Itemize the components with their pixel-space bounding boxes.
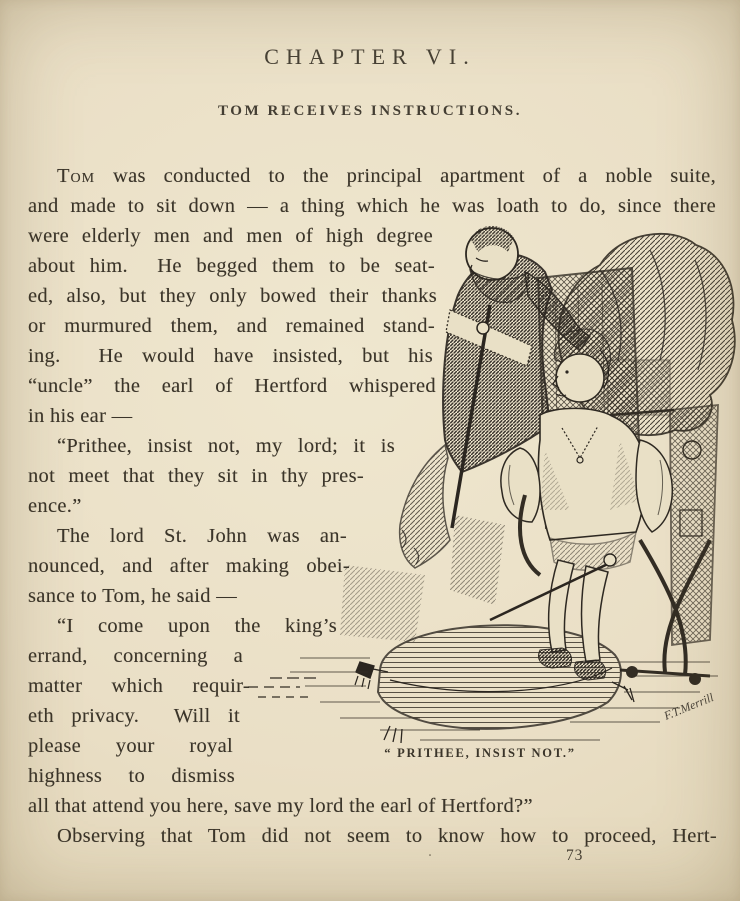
text-line: and made to sit down — a thing which he was loath to do, since there: [28, 195, 716, 217]
text-line: Observing that Tom did not seem to know how to proceed, Hert-: [57, 825, 717, 847]
text-line: matter which requir-: [28, 675, 250, 697]
text-line: ed, also, but they only bowed their thanks: [28, 285, 437, 307]
text-line: sance to Tom, he said —: [28, 585, 238, 607]
text-line: about him. He begged them to be seat-: [28, 255, 435, 277]
chapter-heading: CHAPTER VI.: [264, 44, 476, 69]
text-line: were elderly men and men of high degree: [28, 225, 433, 247]
text-line: “uncle” the earl of Hertford whispered: [28, 375, 436, 397]
text-line: eth privacy. Will it: [28, 705, 240, 727]
text-line: or murmured them, and remained stand-: [28, 315, 435, 337]
shadow-under-chair: [450, 515, 505, 605]
text-line: all that attend you here, save my lord the earl of Hertford?”: [28, 795, 533, 817]
book-illustration: [240, 210, 740, 755]
floor-shadow: [340, 565, 425, 642]
artist-signature: F.T.Merrill: [661, 690, 716, 723]
text-line: errand, concerning a: [28, 645, 243, 667]
text-line: please your royal: [28, 735, 233, 757]
floor-dashes: [248, 678, 320, 697]
page-number: 73: [566, 847, 584, 864]
text-line: The lord St. John was an-: [57, 525, 347, 547]
section-heading: TOM RECEIVES INSTRUCTIONS.: [218, 103, 522, 119]
text-line: ence.”: [28, 495, 82, 517]
text-line: not meet that they sit in thy pres-: [28, 465, 364, 487]
text-line: highness to dismiss: [28, 765, 235, 787]
smallcaps-lead: Tom: [57, 165, 96, 187]
illustration-caption: “ PRITHEE, INSIST NOT.”: [384, 746, 576, 760]
text-line: ing. He would have insisted, but his: [28, 345, 433, 367]
text-line: “I come upon the king’s: [57, 615, 337, 637]
text-line: nounced, and after making obei-: [28, 555, 350, 577]
stray-ink-dot: .: [428, 843, 432, 860]
text-line: in his ear —: [28, 405, 133, 427]
text-line: Tom was conducted to the principal apartment of a noble suite,: [57, 165, 716, 187]
text-line: “Prithee, insist not, my lord; it is: [57, 435, 395, 457]
